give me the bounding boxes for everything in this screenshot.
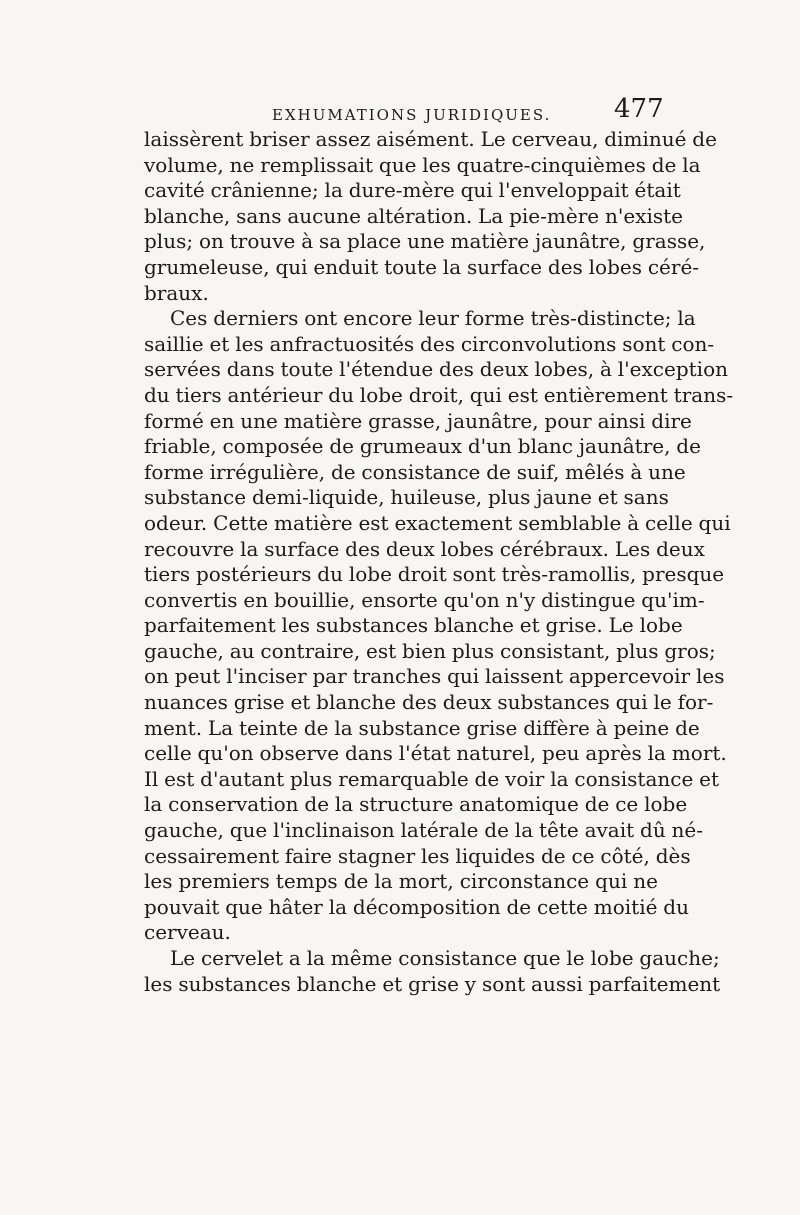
text-line: saillie et les anfractuosités des circonvolutions sont con- [144, 331, 715, 356]
text-line: ment. La teinte de la substance grise diffère à peine de [144, 715, 700, 740]
text-line: cerveau. [144, 920, 231, 945]
text-line: celle qu'on observe dans l'état naturel, peu après la mort. [144, 741, 727, 766]
text-line: forme irrégulière, de consistance de suif, mêlés à une [144, 459, 686, 484]
text-line: nuances grise et blanche des deux substances qui le for- [144, 690, 714, 715]
text-line: substance demi-liquide, huileuse, plus jaune et sans [144, 485, 669, 510]
text-line: plus; on trouve à sa place une matière jaunâtre, grasse, [144, 229, 706, 254]
text-line: parfaitement les substances blanche et grise. Le lobe [144, 613, 683, 638]
text-line: grumeleuse, qui enduit toute la surface des lobes céré- [144, 254, 700, 279]
body-text [144, 127, 734, 997]
text-line: les premiers temps de la mort, circonstance qui ne [144, 869, 658, 894]
text-line: du tiers antérieur du lobe droit, qui est entièrement trans- [144, 382, 734, 407]
text-line: pouvait que hâter la décomposition de cette moitié du [144, 894, 689, 919]
text-line: les substances blanche et grise y sont aussi parfaitement [144, 971, 721, 996]
paragraph-start-line: Ces derniers ont encore leur forme très-distincte; la [170, 306, 696, 331]
text-line: Il est d'autant plus remarquable de voir la consistance et [144, 766, 720, 791]
text-line: formé en une matière grasse, jaunâtre, pour ainsi dire [144, 408, 692, 433]
text-line: volume, ne remplissait que les quatre-cinquièmes de la [144, 152, 701, 177]
text-line: odeur. Cette matière est exactement semblable à celle qui [144, 510, 731, 535]
text-line: cavité crânienne; la dure-mère qui l'enveloppait était [144, 178, 681, 203]
text-line: on peut l'inciser par tranches qui laissent appercevoir les [144, 664, 725, 689]
text-line: gauche, au contraire, est bien plus consistant, plus gros; [144, 638, 716, 663]
text-line: servées dans toute l'étendue des deux lobes, à l'exception [144, 357, 728, 382]
text-line: blanche, sans aucune altération. La pie-mère n'existe [144, 203, 683, 228]
paragraph-start-line: Le cervelet a la même consistance que le lobe gauche; [170, 946, 720, 970]
text-line: la conservation de la structure anatomique de ce lobe [144, 792, 688, 817]
text-line: convertis en bouillie, ensorte qu'on n'y distingue qu'im- [144, 587, 705, 612]
running-title: EXHUMATIONS JURIDIQUES. [272, 106, 552, 124]
text-line: laissèrent briser assez aisément. Le cerveau, diminué de [144, 127, 717, 151]
text-line: recouvre la surface des deux lobes cérébraux. Les deux [144, 536, 705, 561]
text-line: tiers postérieurs du lobe droit sont très-ramollis, presque [144, 562, 725, 587]
text-line: cessairement faire stagner les liquides de ce côté, dès [144, 843, 691, 868]
text-line: friable, composée de grumeaux d'un blanc jaunâtre, de [144, 434, 701, 459]
text-line: gauche, que l'inclinaison latérale de la tête avait dû né- [144, 818, 704, 843]
page-number: 477 [614, 94, 664, 124]
text-line: braux. [144, 280, 209, 305]
